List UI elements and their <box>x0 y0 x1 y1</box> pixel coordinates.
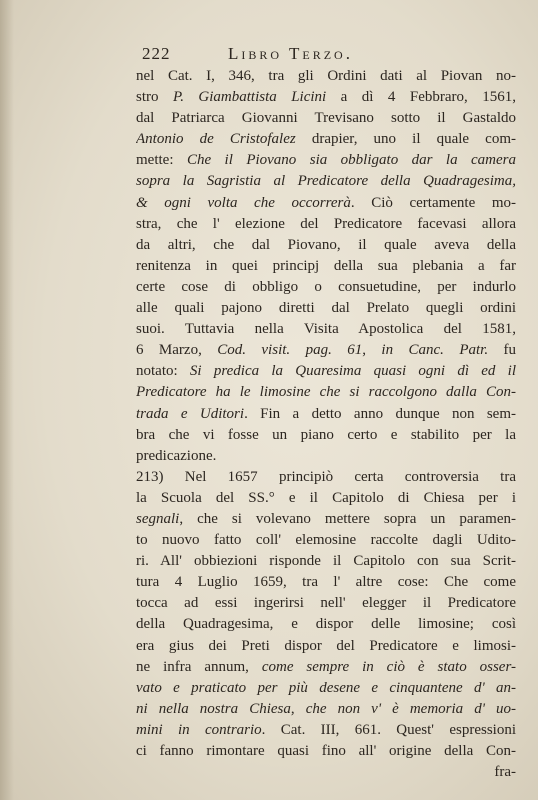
text-run: predicazione. <box>136 447 217 464</box>
text-line <box>136 361 516 382</box>
text-line <box>136 193 516 214</box>
italic-text: in Canc. Patr. <box>381 342 489 359</box>
text-line <box>136 509 516 530</box>
text-run: ci fanno rimontare quasi fino all' origine della Con- <box>136 743 516 759</box>
text-run: stro <box>136 89 173 106</box>
italic-text: Antonio de Cristofalez <box>136 131 296 148</box>
italic-text: Predicatore ha le limosine che si raccolgono dalla Con- <box>136 384 516 401</box>
body-text <box>136 66 516 783</box>
text-line <box>136 235 516 256</box>
text-run: , che si volevano mettere sopra un paramen- <box>179 510 516 527</box>
text-line <box>136 382 516 403</box>
text-line <box>136 593 516 614</box>
italic-text: P. Giambattista Licini <box>172 89 327 106</box>
text-run: tura 4 Luglio 1659, tra l' altre cose: Che come <box>136 574 516 591</box>
text-run: ne infra annum, <box>136 658 262 675</box>
text-run: della Quadragesima, e dispor delle limosine; così <box>136 616 516 633</box>
text-line <box>136 488 516 509</box>
text-run: 6 Marzo, <box>136 342 218 359</box>
italic-text: vato e praticato per più desene e cinquantene d' an- <box>136 679 516 696</box>
text-run: suoi. Tuttavia nella Visita Apostolica del 1581, <box>136 321 516 338</box>
italic-text: & ogni volta che occorrerà <box>136 194 351 211</box>
italic-text: come sempre in ciò è stato osser- <box>261 658 516 675</box>
text-line <box>136 66 516 87</box>
text-run: mette: <box>136 152 187 169</box>
text-run: dal Patriarca Giovanni Trevisano sotto il Gastaldo <box>136 110 516 127</box>
italic-text: che non v' è memoria d' uo- <box>305 700 516 717</box>
text-line <box>136 551 516 572</box>
text-line <box>136 150 516 171</box>
text-run: stra, che l' elezione del Predicatore facevasi allora <box>136 215 516 232</box>
page-header <box>142 44 422 66</box>
running-title: Libro Terzo. <box>228 44 353 63</box>
text-run: 213) Nel 1657 principiò certa controversia tra <box>136 468 516 485</box>
text-run: la Scuola del SS.° e il Capitolo di Chiesa per i <box>136 489 516 506</box>
text-line <box>136 530 516 551</box>
text-line <box>136 699 516 720</box>
catchword: fra- <box>494 764 516 781</box>
page-edge-shadow <box>0 0 14 800</box>
page-number: 222 <box>142 44 171 63</box>
italic-text: Cod. visit. pag. 61 <box>217 342 363 359</box>
text-line <box>136 404 516 425</box>
text-run: certe cose di obbligo o consuetudine, per indurlo <box>136 278 516 295</box>
text-line <box>136 425 516 446</box>
text-run: tocca ad essi ingerirsi nell' elegger il Predicatore <box>136 595 516 612</box>
text-run: , <box>362 342 382 359</box>
text-line <box>136 171 516 192</box>
text-line <box>136 720 516 741</box>
text-run: . Cat. III, 661. Quest' espressioni <box>261 721 516 738</box>
text-line <box>136 678 516 699</box>
text-line <box>136 572 516 593</box>
text-line <box>136 87 516 108</box>
text-run: . Ciò certamente mo- <box>350 194 516 211</box>
italic-text: trada e Uditori <box>136 405 245 422</box>
text-line <box>136 298 516 319</box>
text-line <box>136 256 516 277</box>
italic-text: sopra la Sagristia al Predicatore della Quadragesima, <box>136 173 516 190</box>
text-line <box>136 467 516 488</box>
text-line <box>136 741 516 762</box>
text-line <box>136 129 516 150</box>
text-run: to nuovo fatto coll' elemosine raccolte dagli Udito- <box>136 532 516 549</box>
italic-text: Che il Piovano sia obbligato dar la camera <box>186 152 516 169</box>
text-run: a dì 4 Febbraro, 1561, <box>326 89 516 106</box>
text-line <box>136 214 516 235</box>
text-run: nel Cat. I, 346, tra gli Ordini dati al Piovan no- <box>136 68 516 84</box>
text-line <box>136 108 516 129</box>
text-run: notato: <box>136 363 190 380</box>
italic-text: ni nella nostra Chiesa <box>136 700 291 717</box>
text-run: da altri, che dal Piovano, il quale aveva della <box>136 236 516 253</box>
italic-text: mini in contrario <box>136 721 262 738</box>
text-line <box>136 446 516 467</box>
italic-text: segnali <box>136 510 180 527</box>
text-run: era gius dei Preti dispor del Predicatore e limosi- <box>136 637 516 654</box>
text-run: . Fin a detto anno dunque non sem- <box>244 405 516 422</box>
text-run: renitenza in quei principj della sua plebania a far <box>136 257 516 274</box>
text-run: , <box>290 700 306 717</box>
text-line <box>136 657 516 678</box>
text-run: bra che vi fosse un piano certo e stabilito per la <box>136 426 516 443</box>
text-line <box>136 340 516 361</box>
text-line <box>136 277 516 298</box>
text-line <box>136 636 516 657</box>
text-run: drapier, uno il quale com- <box>295 131 516 148</box>
italic-text: Si predica la Quaresima quasi ogni dì ed il <box>189 363 516 380</box>
text-line <box>136 319 516 340</box>
text-run: ri. All' obbiezioni risponde il Capitolo con sua Scrit- <box>136 553 516 570</box>
text-run: alle quali pajono diretti dal Prelato quegli ordini <box>136 300 516 317</box>
text-run: fu <box>488 342 516 359</box>
text-line <box>136 614 516 635</box>
